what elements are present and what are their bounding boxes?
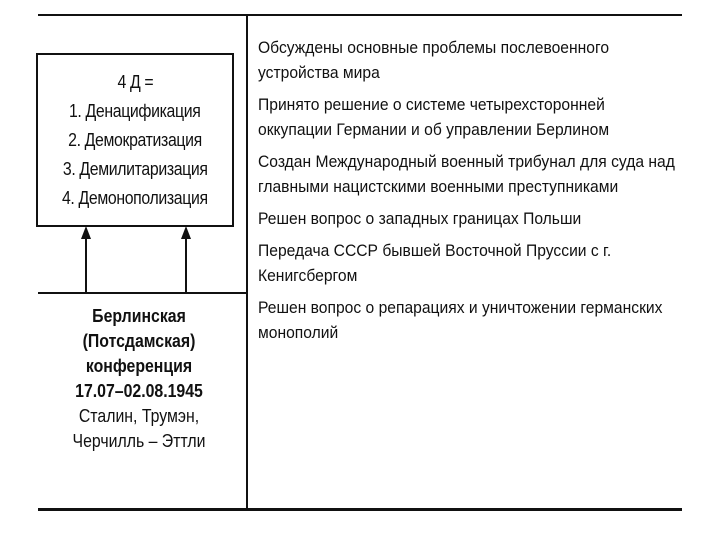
bottom-rule [38, 508, 682, 511]
conference-name: Берлинская [92, 306, 186, 326]
four-d-title: 4 Д = [117, 71, 153, 92]
right-arrow [181, 226, 191, 292]
conference-participants: Черчилль – Эттли [72, 431, 206, 451]
decision-item: Решен вопрос о репарациях и уничтожении германских монополий [258, 298, 663, 342]
four-d-item: 3. Демилитаризация [62, 158, 208, 179]
left-arrow [81, 226, 91, 292]
decisions-list [258, 35, 678, 352]
four-d-box [36, 53, 234, 227]
decision-item: Обсуждены основные проблемы послевоенного устройства мира [258, 38, 610, 82]
top-rule [38, 14, 682, 16]
conference-participants: Сталин, Трумэн, [78, 406, 200, 426]
conference-block [40, 304, 238, 454]
column-divider [246, 14, 248, 510]
conference-name-alt: (Потсдамская) [82, 331, 196, 351]
decision-item: Передача СССР бывшей Восточной Пруссии с г. Кенигсбергом [258, 241, 612, 285]
conference-dates: 17.07–02.08.1945 [75, 381, 203, 401]
four-d-item: 4. Демонополизация [62, 187, 208, 208]
arrows [36, 222, 236, 294]
conference-word: конференция [85, 356, 193, 376]
four-d-item: 2. Демократизация [68, 129, 202, 150]
decision-item: Создан Международный военный трибунал для суда над главными нацистскими военными преступниками [258, 152, 675, 196]
decision-item: Принято решение о системе четырехсторонней оккупации Германии и об управлении Берлином [258, 95, 610, 139]
four-d-item: 1. Денацификация [69, 100, 201, 121]
decision-item: Решен вопрос о западных границах Польши [258, 209, 582, 228]
